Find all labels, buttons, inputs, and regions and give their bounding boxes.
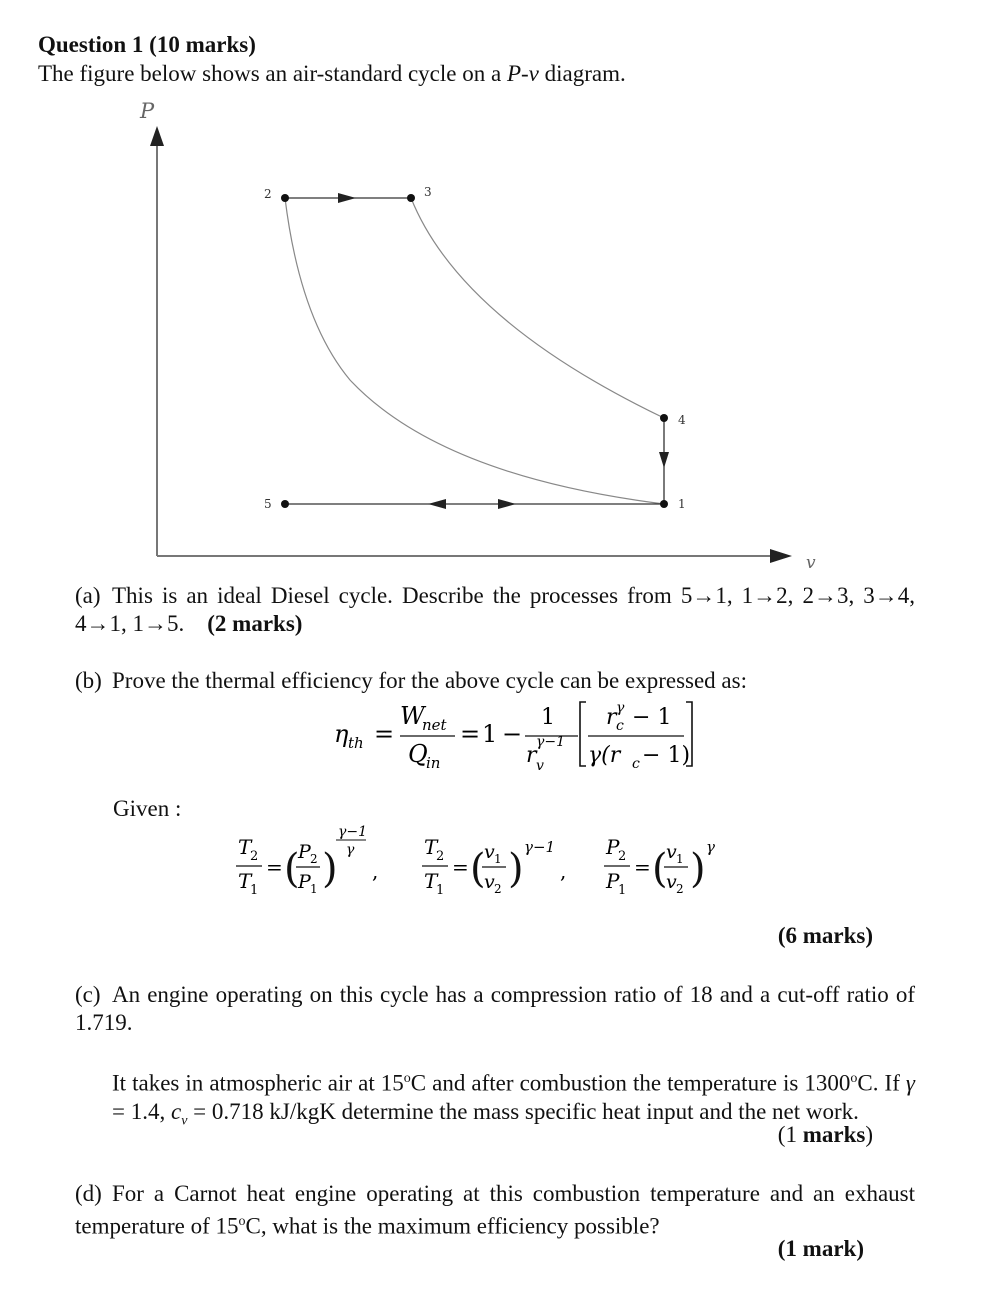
svg-text:1 xyxy=(676,852,684,866)
arrow-2-3 xyxy=(338,193,356,203)
svg-text:2 xyxy=(494,882,502,896)
eq-eta: η xyxy=(334,720,349,748)
g3-P1-sub: 1 xyxy=(618,883,627,898)
point-1 xyxy=(660,500,668,508)
svg-text:=: = xyxy=(460,720,481,748)
svg-text:(: ( xyxy=(652,846,668,892)
svg-text:1 xyxy=(482,720,497,748)
g2-T1: T xyxy=(424,869,438,893)
eq-w-sub: net xyxy=(422,716,447,734)
arrow-1-5 xyxy=(428,499,446,509)
g3-P1: P xyxy=(606,869,620,893)
curve-1-2 xyxy=(285,198,664,504)
svg-text:1 xyxy=(250,883,258,898)
svg-text:− 1: − 1 xyxy=(632,705,672,730)
g2-v2: v xyxy=(484,871,495,893)
part-b-marks: (6 marks) xyxy=(777,923,873,948)
part-c-sup2: o xyxy=(850,1071,858,1086)
part-c-gamma: γ xyxy=(905,1070,915,1096)
part-c-cv-sub: v xyxy=(181,1113,188,1129)
part-d-marks: (1 mark) xyxy=(777,1236,864,1261)
part-d-sup: o xyxy=(238,1214,246,1229)
part-c-p2b: C and after combustion the temperature is 1300 xyxy=(410,1070,851,1096)
g2-v1-sub: 1 xyxy=(494,852,502,866)
svg-text:γ−1 xyxy=(524,838,555,856)
svg-text:γ−1 xyxy=(338,824,367,840)
svg-text:1 xyxy=(436,883,444,898)
g3-v1: v xyxy=(666,841,677,863)
g2-v1: v xyxy=(484,841,495,863)
part-c-label: (c) xyxy=(75,982,101,1007)
g2-T2: T xyxy=(424,835,438,859)
part-b-text: Prove the thermal efficiency for the above cycle can be expressed as: xyxy=(112,668,747,693)
part-d-text-a: For a Carnot heat engine operating at this combustion temperature and an exhaust temperature of 15 xyxy=(75,1181,915,1239)
part-a-marks: (2 marks) xyxy=(207,611,303,636)
intro-prefix: The figure below shows an air-standard cycle on a xyxy=(38,61,507,86)
g3-v2-sub: 2 xyxy=(676,882,684,896)
svg-text:γ xyxy=(616,700,625,716)
part-c-marks-bold: marks xyxy=(802,1122,866,1147)
svg-text:net xyxy=(422,716,448,734)
svg-text:v xyxy=(536,758,544,774)
svg-text:=: = xyxy=(452,855,469,879)
axis-p-label: P xyxy=(140,99,155,123)
arrow-4-1 xyxy=(659,452,669,468)
svg-text:): ) xyxy=(690,846,706,892)
label-point-3: 3 xyxy=(424,185,432,199)
svg-text:2 xyxy=(310,852,318,866)
g3-P2-sub: 2 xyxy=(618,849,627,864)
point-3 xyxy=(407,194,415,202)
eq-one: 1 xyxy=(482,720,498,748)
svg-text:−: − xyxy=(502,720,523,748)
svg-text:): ) xyxy=(322,846,338,892)
svg-text:η xyxy=(334,720,349,748)
point-2 xyxy=(281,194,289,202)
g1-T1-sub: 1 xyxy=(250,883,259,898)
point-5 xyxy=(281,500,289,508)
intro-pv: P-v xyxy=(506,61,539,86)
eq-rv-exp: γ−1 xyxy=(536,734,566,750)
part-d-text-b: C, what is the maximum efficiency possible? xyxy=(245,1213,660,1239)
part-b xyxy=(75,667,915,695)
part-c-sup1: o xyxy=(403,1071,411,1086)
v-axis-arrow xyxy=(770,549,792,563)
eq-rc-exp: γ xyxy=(616,700,625,716)
part-c-marks-close: ) xyxy=(865,1122,873,1147)
part-d xyxy=(75,1180,915,1241)
svg-text:γ−1 xyxy=(536,734,565,750)
part-c-marks-open: (1 xyxy=(777,1122,803,1147)
eq-num-one: 1 xyxy=(541,705,555,730)
svg-text:th xyxy=(348,734,364,752)
label-point-2: 2 xyxy=(264,187,272,201)
eq-eta-sub: th xyxy=(348,734,364,752)
g1-exp-den: γ xyxy=(346,842,355,858)
given-equations xyxy=(230,822,730,902)
pv-diagram xyxy=(0,0,994,580)
svg-text:1 xyxy=(541,705,555,730)
svg-text:γ xyxy=(706,838,715,856)
part-c-marks xyxy=(778,1122,873,1148)
part-c-p2d: = 1.4, xyxy=(112,1098,171,1124)
part-a xyxy=(75,582,915,638)
eq-gamma-rc: γ(r xyxy=(588,743,621,768)
g2-T2-sub: 2 xyxy=(436,849,445,864)
part-c-cv: c xyxy=(170,1098,182,1124)
g1-exp-num: γ−1 xyxy=(338,824,368,840)
label-point-5: 5 xyxy=(264,497,272,511)
svg-text:c xyxy=(616,718,624,734)
svg-text:(: ( xyxy=(470,846,486,892)
eq-gamma-rc-one: 1 xyxy=(667,743,682,768)
arrow-5-1 xyxy=(498,499,516,509)
question-title: Question 1 (10 marks) xyxy=(38,32,256,57)
eq-q-sub: in xyxy=(426,754,441,772)
part-a-label: (a) xyxy=(75,583,101,608)
eq-rc-one: 1 xyxy=(657,705,672,730)
g2-exp: γ−1 xyxy=(524,838,556,856)
svg-text:in xyxy=(426,754,440,772)
svg-text:1 xyxy=(618,883,626,898)
part-c-text: An engine operating on this cycle has a compression ratio of 18 and a cut-off ratio of 1.719. xyxy=(75,982,915,1035)
svg-text:=: = xyxy=(374,720,395,748)
label-point-1: 1 xyxy=(678,497,686,511)
g2-T1-sub: 1 xyxy=(436,883,445,898)
g1-P2-sub: 2 xyxy=(310,852,318,866)
p-axis-arrow xyxy=(150,126,164,146)
eq-rv: r xyxy=(526,743,537,768)
g1-P2: P xyxy=(298,841,311,863)
part-c-p2c: C. If xyxy=(857,1070,906,1096)
g3-P2: P xyxy=(606,835,620,859)
part-b-label: (b) xyxy=(75,668,102,693)
part-d-label: (d) xyxy=(75,1181,102,1206)
point-4 xyxy=(660,414,668,422)
axis-v-label: v xyxy=(806,553,816,573)
eq-rc-sub: c xyxy=(616,718,624,734)
label-point-4: 4 xyxy=(678,413,686,427)
svg-text:1 xyxy=(494,852,502,866)
curve-3-4 xyxy=(411,198,664,418)
g2-v2-sub: 2 xyxy=(494,882,502,896)
efficiency-equation xyxy=(320,696,720,776)
part-c xyxy=(75,981,915,1037)
svg-text:,: , xyxy=(372,859,379,883)
svg-text:(: ( xyxy=(284,846,300,892)
svg-text:): ) xyxy=(508,846,524,892)
part-a-text: This is an ideal Diesel cycle. Describe the processes from 5→1, 1→2, 2→3, 3→4, 4→1, 1→5. xyxy=(75,583,915,636)
g1-P1-sub: 1 xyxy=(310,882,318,896)
svg-text:,: , xyxy=(560,859,567,883)
g3-exp: γ xyxy=(706,838,715,856)
svg-text:=: = xyxy=(634,855,651,879)
svg-text:2 xyxy=(436,849,444,864)
svg-text:− 1): − 1) xyxy=(642,743,691,768)
eq-q: Q xyxy=(408,740,428,768)
g1-T2: T xyxy=(238,835,252,859)
svg-text:γ xyxy=(346,842,355,858)
g3-v1-sub: 1 xyxy=(676,852,684,866)
g1-P1: P xyxy=(298,871,311,893)
g1-T1: T xyxy=(238,869,252,893)
part-c-p2e: = 0.718 kJ/kgK determine the mass specific heat input and the net work. xyxy=(187,1098,859,1124)
eq-gamma-rc-sub: c xyxy=(632,756,640,772)
part-c-p2a: It takes in atmospheric air at 15 xyxy=(112,1070,404,1096)
svg-text:2 xyxy=(676,882,684,896)
svg-text:=: = xyxy=(266,855,283,879)
eq-w: W xyxy=(400,702,425,730)
intro-suffix: diagram. xyxy=(538,61,626,86)
svg-text:2 xyxy=(250,849,258,864)
svg-text:1 xyxy=(310,882,318,896)
svg-text:γ(r xyxy=(588,743,622,768)
svg-text:c xyxy=(632,756,640,772)
g1-T2-sub: 2 xyxy=(250,849,259,864)
svg-text:Q xyxy=(408,740,428,768)
given-label: Given : xyxy=(113,796,182,821)
eq-rv-sub: v xyxy=(536,758,544,774)
eq-rc: r xyxy=(606,705,617,730)
svg-text:2 xyxy=(618,849,626,864)
g3-v2: v xyxy=(666,871,677,893)
